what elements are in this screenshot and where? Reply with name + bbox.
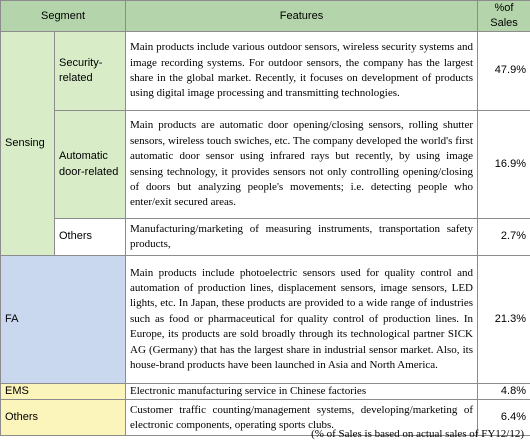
subsegment-security: Security-related	[55, 32, 126, 111]
table-row	[1, 111, 530, 219]
subsegment-others: Others	[55, 219, 126, 256]
features-others: Customer traffic counting/management systems, developing/marketing of electronic components, operating sports clubs.	[126, 400, 478, 436]
header-sales: %of Sales	[478, 1, 530, 32]
table-row	[1, 219, 530, 256]
segment-others: Others	[1, 400, 126, 436]
table-row	[1, 32, 530, 111]
footnote: (% of Sales is based on actual sales of FY12/12)	[311, 428, 524, 440]
features-sensing-others: Manufacturing/marketing of measuring instruments, transportation safety products,	[126, 219, 478, 256]
segment-sensing: Sensing	[1, 32, 55, 256]
sales-security: 47.9%	[478, 32, 530, 111]
sales-ems: 4.8%	[478, 384, 530, 400]
table-row	[1, 256, 530, 384]
subsegment-automatic-door: Automatic door-related	[55, 111, 126, 219]
sales-sensing-others: 2.7%	[478, 219, 530, 256]
features-fa: Main products include photoelectric sensors used for quality control and automation of production lines, displacement sensors, image sensors, LED lights, etc. In Japan, these products are provided to a wide range of industries such as food or pharmaceutical for quality control of production lines. In Europe, its products are sold broadly through its technological partner SICK AG (Germany) that has the largest share in industrial sensor market. Also, its house-brand products have been launched in Asia and North America.	[126, 256, 478, 384]
sales-automatic-door: 16.9%	[478, 111, 530, 219]
header-segment: Segment	[1, 1, 126, 32]
table-header-row	[1, 1, 530, 32]
header-features: Features	[126, 1, 478, 32]
sales-fa: 21.3%	[478, 256, 530, 384]
segment-fa: FA	[1, 256, 126, 384]
features-ems: Electronic manufacturing service in Chinese factories	[126, 384, 478, 400]
sales-others: 6.4%	[478, 400, 530, 436]
segment-ems: EMS	[1, 384, 126, 400]
features-automatic-door: Main products are automatic door opening/closing sensors, rolling shutter sensors, wireless touch swiches, etc. The company developed the world's first automatic door sensor using infrared rays but recently, by using image sensing technology, it provides sensors not only controlling opening/closing of doors but analyzing people's movements; i.e. detecting people who enter/exit secured areas.	[126, 111, 478, 219]
features-security: Main products include various outdoor sensors, wireless security systems and image recording systems. For outdoor sensors, the company has the largest share in the global market. Recently, it focuses on development of products using digital image processing and transmitting technologies.	[126, 32, 478, 111]
table-row	[1, 384, 530, 400]
